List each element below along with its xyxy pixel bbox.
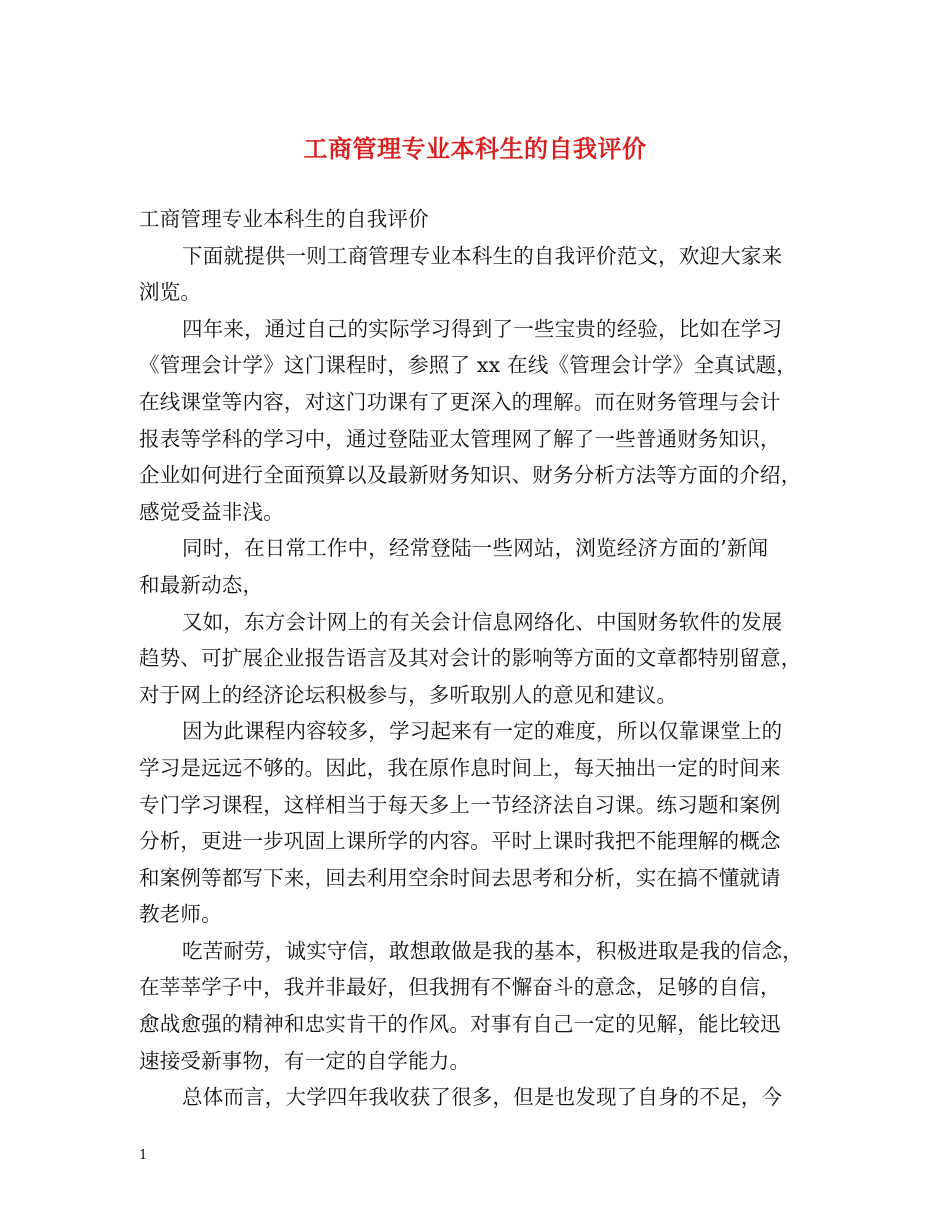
body-line: 浏览。 <box>139 280 202 305</box>
body-line: 学习是远远不够的。因此，我在原作息时间上，每天抽出一定的时间来 <box>139 755 781 780</box>
body-line: 在莘莘学子中，我并非最好，但我拥有不懈奋斗的意念，足够的自信， <box>139 975 781 1000</box>
body-line: 趋势、可扩展企业报告语言及其对会计的影响等方面的文章都特别留意， <box>139 646 802 671</box>
body-line: 《管理会计学》这门课程时，参照了 xx 在线《管理会计学》全真试题， <box>139 353 797 378</box>
body-line: 对于网上的经济论坛积极参与，多听取别人的意见和建议。 <box>139 682 678 707</box>
body-line: 四年来，通过自己的实际学习得到了一些宝贵的经验，比如在学习 <box>182 316 783 341</box>
body-line: 和最新动态， <box>139 572 264 597</box>
document-body <box>139 201 815 1116</box>
body-line: 教老师。 <box>139 902 222 927</box>
body-line: 愈战愈强的精神和忠实肯干的作风。对事有自己一定的见解，能比较迅 <box>139 1012 781 1037</box>
body-line: 吃苦耐劳，诚实守信，敢想敢做是我的基本，积极进取是我的信念， <box>182 938 803 963</box>
body-line: 专门学习课程，这样相当于每天多上一节经济法自习课。练习题和案例 <box>139 792 781 817</box>
body-line: 又如，东方会计网上的有关会计信息网络化、中国财务软件的发展 <box>182 609 783 634</box>
body-line: 在线课堂等内容，对这门功课有了更深入的理解。而在财务管理与会计 <box>139 389 781 414</box>
body-line: 因为此课程内容较多，学习起来有一定的难度，所以仅靠课堂上的 <box>182 719 783 744</box>
body-line: 同时，在日常工作中，经常登陆一些网站，浏览经济方面的’新闻 <box>182 536 769 561</box>
body-line: 工商管理专业本科生的自我评价 <box>139 207 429 231</box>
body-line: 总体而言，大学四年我收获了很多，但是也发现了自身的不足，今 <box>182 1085 783 1110</box>
body-line: 报表等学科的学习中，通过登陆亚太管理网了解了一些普通财务知识， <box>139 426 781 451</box>
body-line: 分析，更进一步巩固上课所学的内容。平时上课时我把不能理解的概念 <box>139 829 781 854</box>
body-line: 企业如何进行全面预算以及最新财务知识、财务分析方法等方面的介绍， <box>139 463 802 488</box>
page-number: 1 <box>139 1148 148 1163</box>
body-line: 和案例等都写下来，回去利用空余时间去思考和分析，实在搞不懂就请 <box>139 865 781 890</box>
body-line: 速接受新事物，有一定的自学能力。 <box>139 1048 471 1073</box>
body-line: 感觉受益非浅。 <box>139 499 284 524</box>
document-title: 工商管理专业本科生的自我评价 <box>303 134 647 163</box>
body-line: 下面就提供一则工商管理专业本科生的自我评价范文，欢迎大家来 <box>182 243 783 268</box>
